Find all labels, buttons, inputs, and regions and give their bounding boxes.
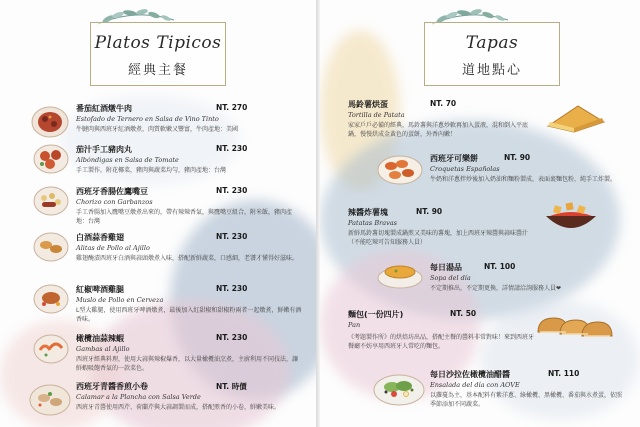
item-spanish-name: Calamar a la Plancha con Salsa Verde [76,393,201,401]
section-title-chinese: 道地點心 [461,63,522,78]
chicken-leg-dish-icon [32,282,70,316]
item-name: 每日沙拉佐橄欖油醋醬 [430,370,510,379]
item-price: NT. 110 [548,369,580,378]
item-spanish-name: Croquetas Españolas [430,165,500,173]
section-title-script: Platos Tipicos [94,33,222,53]
item-description: 新鮮馬鈴薯切塊製成鍋煎又美味的薯塊，加上西班牙辣醬與蒜味醬汁（不能吃辣可告知服務人員） [348,230,529,246]
section-header [424,22,560,86]
chicken-wing-dish-icon [32,230,70,264]
item-description: 西班牙經典料理，使用大蒜與辣椒爆香，以大量橄欖油烹煮，主廚利用不同技法，讓鮮蝦吸飽香氣的一款菜色。 [76,356,299,372]
beef-stew-dish-icon [30,104,70,140]
item-spanish-name: Gambas al Ajillo [76,345,130,353]
item-price: NT. 90 [504,153,531,162]
item-name: 每日湯品 [430,263,462,272]
item-description: 手工香腸加入鷹嘴豆燉煮出來的，帶有辣辣香氣，與鷹嘴豆組合，附米飯，豬肉產地：台灣 [76,209,293,225]
item-name: 番茄紅酒燉牛肉 [76,104,132,113]
section-title-script: Tapas [465,33,519,53]
item-name: 西班牙青醬香煎小卷 [76,382,148,391]
item-price: NT. 230 [216,333,248,342]
item-description: 不定期推出，不定期更換，詳情請洽詢服務人員❤ [430,285,562,292]
item-spanish-name: Chorizo con Garbanzos [76,198,153,206]
patatas-bravas-dish-icon [542,200,600,240]
item-spanish-name: Estofado de Ternero en Salsa de Vino Tinto [76,115,219,123]
salad-bowl-icon [372,368,426,408]
item-description: 牛奶和洋蔥拌炒後加入奶油和麵粉製成，表面裹麵包粉，純手工炸製。 [430,176,617,183]
soup-bowl-icon [376,258,424,290]
item-description: 西班牙青醬使用西芹、荷蘭芹與大蒜調製而成，搭配煎香的小卷，鮮嫩美味。 [76,404,281,411]
item-name: 茄汁手工豬肉丸 [76,145,132,154]
item-price: NT. 270 [216,103,248,112]
item-spanish-name: Ensalada del día con AOVE [430,381,520,389]
item-price: NT. 230 [216,144,248,153]
item-price: NT. 230 [216,186,248,195]
item-name: 白酒蒜香雞翅 [76,233,124,242]
item-spanish-name: Sopa del día [430,274,471,282]
item-description: L型大雞腿，使用西班牙啤酒燉煮，最後加入紅甜椒和甜椒粉兩者一起燉煮，鮮嫩有酒香味。 [76,307,302,323]
item-name: 西班牙香腸佐鷹嘴豆 [76,187,148,196]
item-spanish-name: Muslo de Pollo en Cerveza [76,296,164,304]
item-price: NT. 100 [484,262,516,271]
item-name: 馬鈴薯烘蛋 [348,100,388,109]
squid-dish-icon [28,380,72,420]
tortilla-dish-icon [544,100,608,134]
menu-page-main-dishes [0,0,316,427]
meatball-dish-icon [32,142,70,176]
garlic-shrimp-dish-icon [32,332,70,366]
item-name: 橄欖油蒜辣蝦 [76,334,124,343]
item-description: 牛腱肉與西班牙紅酒燉煮，肉質軟嫩又豐富，牛肉產地：美國 [76,126,239,133]
item-spanish-name: Alitas de Pollo al Ajillo [76,244,150,252]
item-name: 紅椒啤酒雞腿 [76,285,124,294]
item-description: 手工製作，附花椰菜，豬肉與蔬菜均勻，豬肉產地：台灣 [76,167,227,174]
item-spanish-name: Albóndigas en Salsa de Tomate [76,156,179,164]
section-title-chinese: 經典主餐 [127,63,188,78]
item-spanish-name: Tortilla de Patata [348,111,405,119]
item-price: NT. 50 [450,309,477,318]
item-price: NT. 時價 [216,382,247,391]
item-name: 麵包(一份四片) [348,310,404,319]
item-description: 家家戶戶必備的經典，馬鈴薯與洋蔥炒軟再加入蛋液，混和倒入平底鍋，慢慢烘成金黃色的蛋餅，外香內嫩！ [348,122,529,138]
item-price: NT. 90 [416,207,443,216]
item-description: 雞翅醃漬西班牙白酒與蒜頭燉煮入味，搭配新鮮蔬菜，口感細，老饕才懂得好滋味。 [76,255,299,262]
section-header [90,22,226,86]
item-price: NT. 230 [216,232,248,241]
item-description: 《考題製作所》的烘焙坊出品，搭配主餐的醬料非常對味！來到西班牙餐廳不妨享用西班牙人常吃的麵包。 [348,334,535,350]
sausage-dish-icon [32,184,70,218]
item-name: 西班牙可樂餅 [430,154,478,163]
item-spanish-name: Pan [348,321,361,329]
bread-slices-icon [532,308,616,342]
item-price: NT. 230 [216,284,248,293]
menu-page-tapas [320,0,640,427]
item-spanish-name: Patatas Bravas [348,219,397,227]
item-price: NT. 70 [430,99,457,108]
item-name: 辣醬炸薯塊 [348,208,388,217]
item-description: 以蘿蔓為主，基本配料有紫洋蔥、綠橄欖、黑橄欖、番茄與水煮蛋，依照季節添加不同蔬菜。 [430,392,623,408]
croquettes-dish-icon [376,148,424,188]
